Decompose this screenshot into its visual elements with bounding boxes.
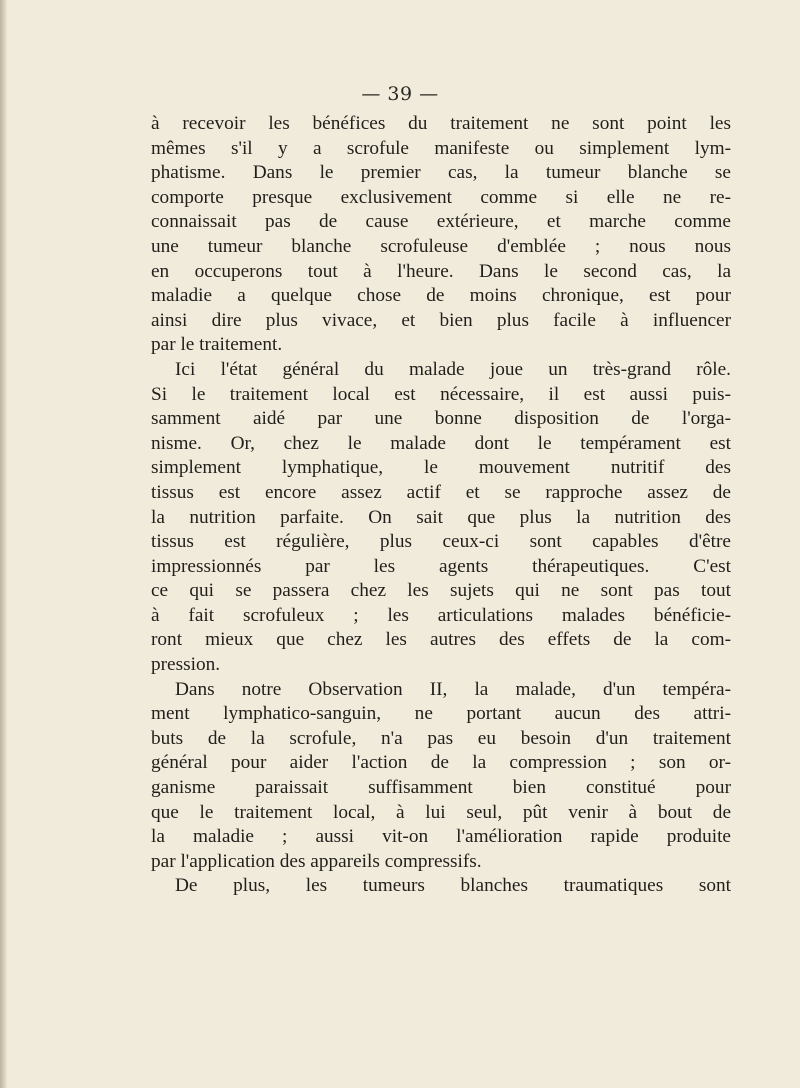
body-text	[151, 112, 731, 899]
text-line: la maladie ; aussi vit-on l'amélioration rapide produite	[151, 826, 731, 848]
text-line: Si le traitement local est nécessaire, il est aussi puis-	[151, 383, 731, 405]
text-line: par l'application des appareils compressifs.	[151, 850, 482, 872]
text-line: phatisme. Dans le premier cas, la tumeur blanche se	[151, 162, 731, 184]
text-line: ganisme paraissait suffisamment bien constitué pour	[151, 777, 731, 799]
text-line: à recevoir les bénéfices du traitement ne sont point les	[151, 113, 731, 134]
text-line: maladie a quelque chose de moins chronique, est pour	[151, 285, 731, 307]
text-line: la nutrition parfaite. On sait que plus la nutrition des	[151, 506, 731, 528]
text-line: pression.	[151, 654, 221, 676]
text-line: nisme. Or, chez le malade dont le tempérament est	[151, 432, 731, 454]
text-line: impressionnés par les agents thérapeutiques. C'est	[151, 555, 731, 577]
text-line: mêmes s'il y a scrofule manifeste ou simplement lym-	[151, 137, 731, 159]
page-binding-edge	[0, 0, 7, 1088]
text-line: en occuperons tout à l'heure. Dans le second cas, la	[151, 260, 731, 282]
text-line: ce qui se passera chez les sujets qui ne sont pas tout	[151, 580, 731, 602]
text-line: comporte presque exclusivement comme si elle ne re-	[151, 186, 731, 208]
text-line: ainsi dire plus vivace, et bien plus facile à influencer	[151, 309, 731, 331]
text-line: connaissait pas de cause extérieure, et marche comme	[151, 211, 731, 233]
text-line: Dans notre Observation II, la malade, d'un tempéra-	[175, 678, 731, 700]
text-line: ront mieux que chez les autres des effets de la com-	[151, 629, 731, 651]
text-line: simplement lymphatique, le mouvement nutritif des	[151, 457, 731, 479]
text-line: buts de la scrofule, n'a pas eu besoin d'un traitement	[151, 727, 731, 749]
text-line: à fait scrofuleux ; les articulations malades bénéficie-	[151, 604, 731, 626]
text-line: une tumeur blanche scrofuleuse d'emblée ; nous nous	[151, 235, 731, 257]
text-line: général pour aider l'action de la compression ; son or-	[151, 752, 731, 774]
text-line: Ici l'état général du malade joue un très-grand rôle.	[175, 358, 731, 380]
text-line: De plus, les tumeurs blanches traumatiques sont	[175, 875, 731, 897]
text-line: ment lymphatico-sanguin, ne portant aucun des attri-	[151, 703, 731, 725]
text-line: samment aidé par une bonne disposition de l'orga-	[151, 408, 731, 430]
text-line: tissus est régulière, plus ceux-ci sont capables d'être	[151, 531, 731, 553]
text-line: par le traitement.	[151, 334, 283, 356]
text-line: tissus est encore assez actif et se rapproche assez de	[151, 481, 731, 503]
text-line: que le traitement local, à lui seul, pût venir à bout de	[151, 801, 731, 823]
page-number: — 39 —	[361, 83, 439, 105]
